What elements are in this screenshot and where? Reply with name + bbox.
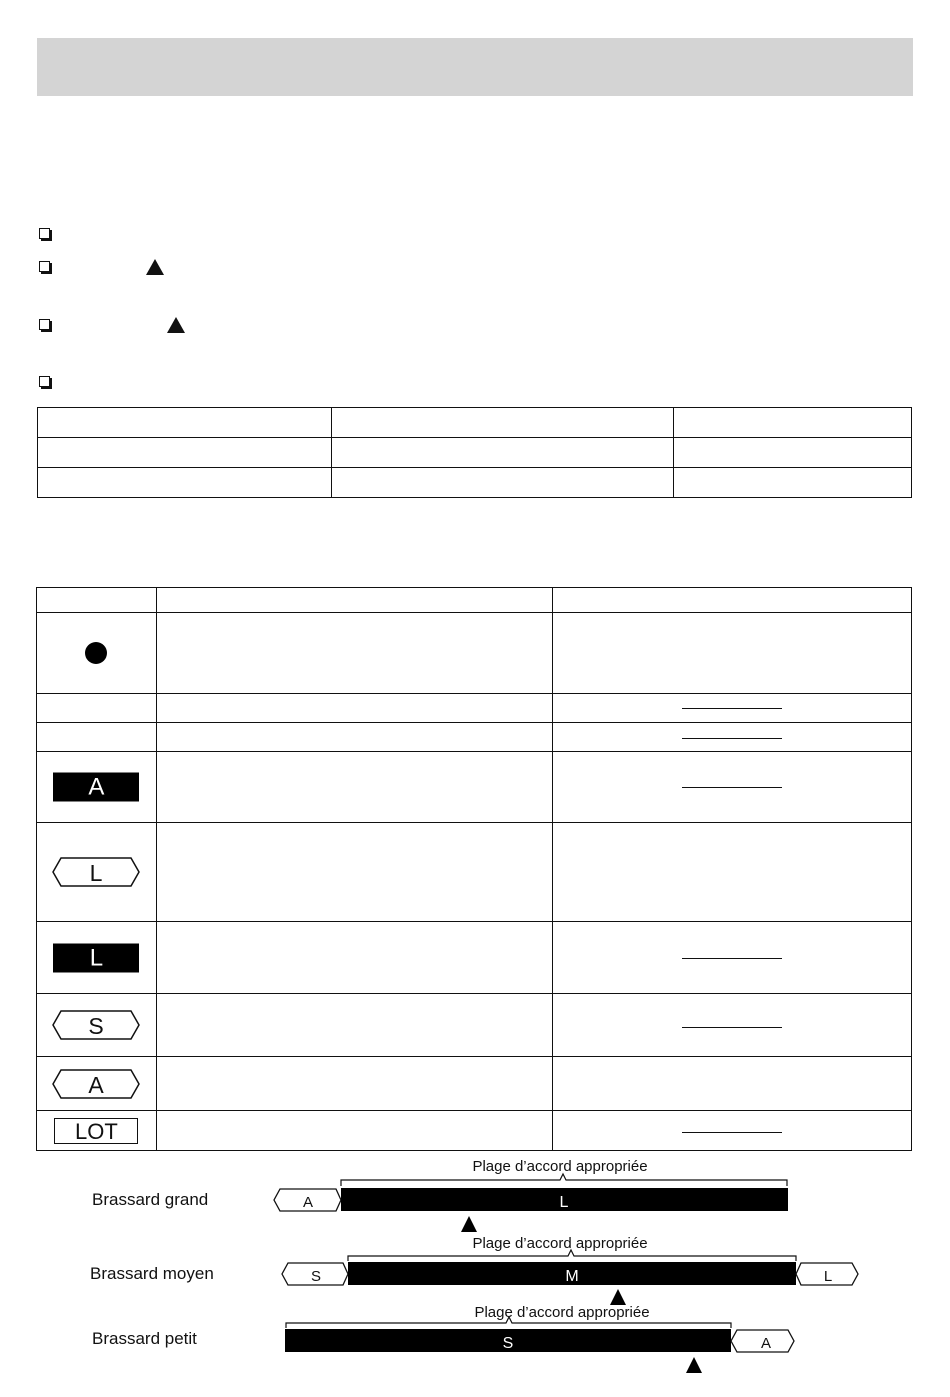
underline-blank [682,1132,782,1133]
symbol-lot: LOT [54,1118,138,1144]
range-label: Plage d’accord appropriée [472,1158,648,1175]
svg-text:L: L [90,860,103,886]
index-arrow-icon [610,1289,626,1305]
symbol-hex-a [51,1068,141,1100]
symbols-table [36,587,912,1151]
marker-right-label: L [823,1268,833,1285]
cuff-label-medium: Brassard moyen [90,1264,214,1283]
range-brace [348,1250,796,1261]
symbol-inverted-a: A [53,773,139,802]
cuff-label-large: Brassard grand [92,1190,209,1209]
index-arrow-icon [686,1357,702,1373]
symbol-hex-l [51,856,141,888]
underline-blank [682,787,782,788]
marker-right-label: A [760,1335,772,1352]
info-table [37,407,912,498]
range-label: Plage d’accord appropriée [472,1235,648,1252]
underline-blank [682,708,782,709]
underline-blank [682,738,782,739]
symbol-inverted-l: L [53,943,139,972]
range-brace [286,1317,731,1328]
marker-left-label: S [310,1268,322,1285]
range-bar-label: L [559,1194,569,1211]
heart-dot-icon [85,642,107,664]
underline-blank [682,958,782,959]
svg-text:A: A [88,1071,105,1098]
bullet-checkbox [39,376,50,387]
marker-left-label: A [302,1194,314,1211]
cuff-range-diagram [0,1150,950,1397]
section-header-bar [37,38,913,96]
range-label: Plage d’accord appropriée [474,1304,650,1321]
bullet-checkbox [39,261,50,272]
bullet-checkbox [39,319,50,330]
bullet-checkbox [39,228,50,239]
triangle-marker-icon [167,317,185,333]
triangle-marker-icon [146,259,164,275]
range-brace [341,1174,787,1186]
index-arrow-icon [461,1216,477,1232]
range-bar-label: S [502,1335,514,1352]
cuff-label-small: Brassard petit [92,1329,197,1348]
symbol-hex-s [51,1009,141,1041]
underline-blank [682,1027,782,1028]
range-bar-label: M [565,1268,579,1285]
svg-text:S: S [88,1013,105,1039]
